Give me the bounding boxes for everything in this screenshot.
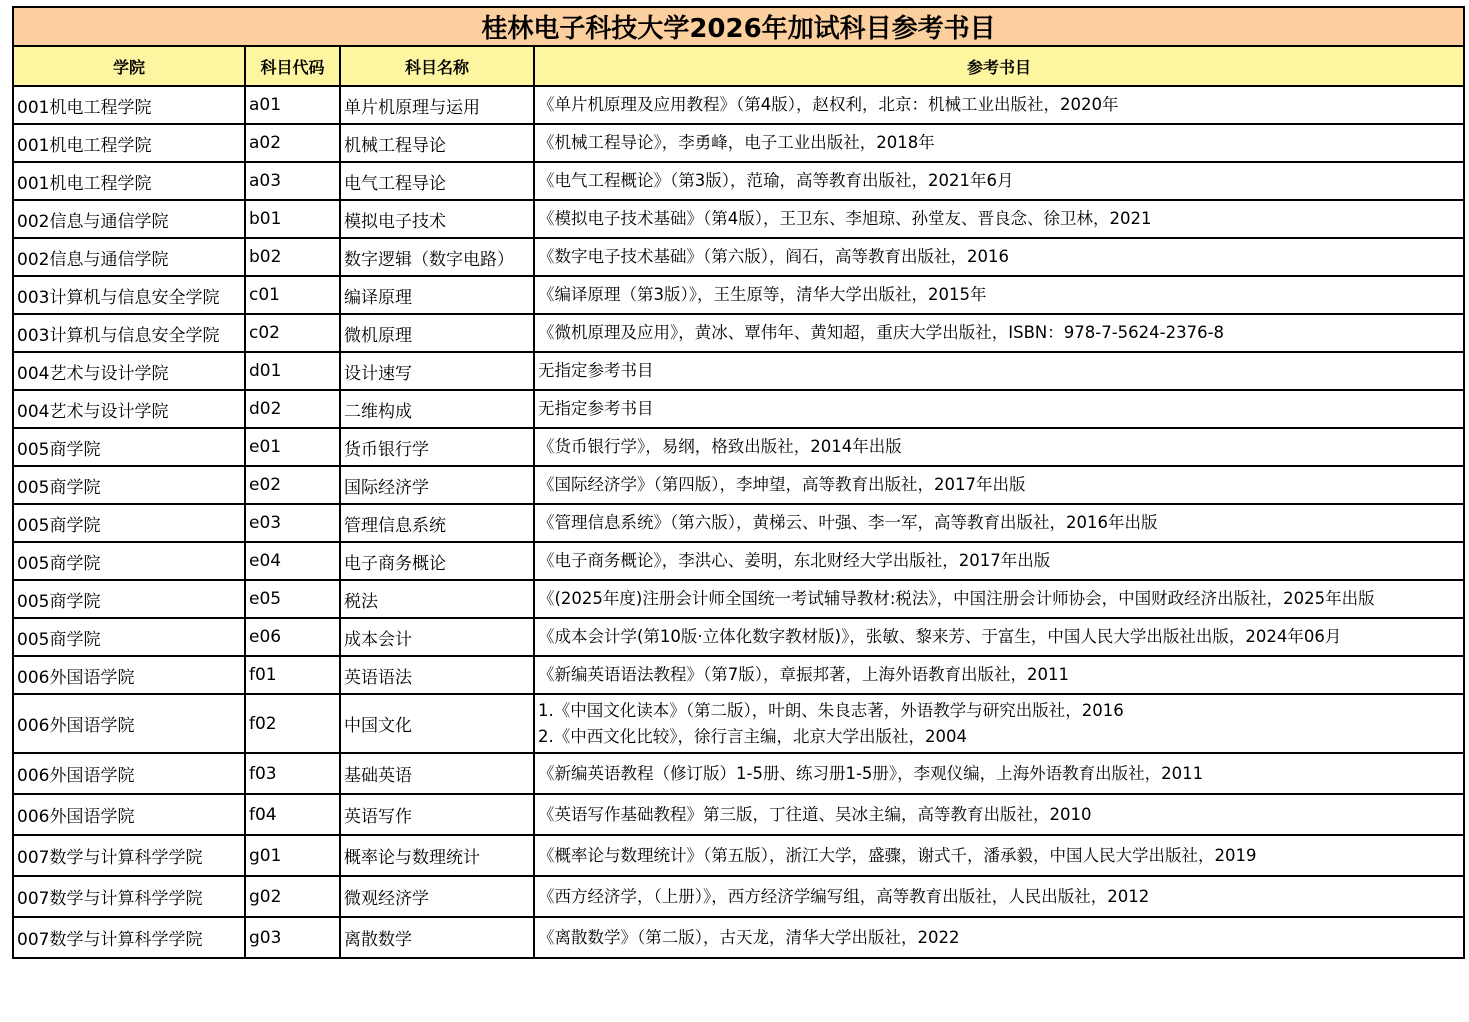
cell-reference-books[interactable] [534, 917, 1464, 958]
reference-book-line: 《管理信息系统》（第六版），黄梯云、叶强、李一军，高等教育出版社，2016年出版 [538, 513, 1158, 532]
reference-book-line: 《(2025年度)注册会计师全国统一考试辅导教材:税法》，中国注册会计师协会，中国财政经济出版社，2025年出版 [538, 589, 1375, 608]
cell-college[interactable]: 005商学院 [13, 504, 245, 542]
cell-subject-name[interactable]: 数字逻辑（数字电路） [340, 238, 534, 276]
reference-book-table [12, 6, 1465, 959]
cell-college[interactable]: 003计算机与信息安全学院 [13, 276, 245, 314]
reference-book-line: 《西方经济学，（上册）》，西方经济学编写组，高等教育出版社，人民出版社，2012 [538, 886, 1150, 906]
reference-book-line: 《微机原理及应用》，黄冰、覃伟年、黄知超，重庆大学出版社，ISBN：978-7-5624-2376-8 [538, 323, 1225, 342]
cell-subject-name[interactable]: 货币银行学 [340, 428, 534, 466]
cell-code[interactable]: e05 [245, 580, 340, 618]
cell-reference-books[interactable] [534, 162, 1464, 200]
reference-book-line: 《单片机原理及应用教程》（第4版），赵权利，北京：机械工业出版社，2020年 [538, 95, 1119, 114]
reference-book-line: 《模拟电子技术基础》（第4版），王卫东、李旭琼、孙堂友、晋良念、徐卫林，2021 [538, 209, 1152, 228]
table-row [13, 794, 1464, 835]
cell-college[interactable]: 007数学与计算科学学院 [13, 876, 245, 917]
table-row [13, 276, 1464, 314]
reference-book-line: 《编译原理（第3版）》，王生原等，清华大学出版社，2015年 [538, 285, 987, 304]
reference-book-line: 《货币银行学》，易纲，格致出版社，2014年出版 [538, 437, 902, 456]
cell-subject-name[interactable]: 二维构成 [340, 390, 534, 428]
cell-college[interactable]: 005商学院 [13, 542, 245, 580]
cell-subject-name[interactable]: 基础英语 [340, 753, 534, 794]
table-row [13, 835, 1464, 876]
table-row [13, 390, 1464, 428]
cell-code[interactable]: f02 [245, 694, 340, 753]
cell-college[interactable]: 007数学与计算科学学院 [13, 917, 245, 958]
table-row [13, 917, 1464, 958]
table-row [13, 542, 1464, 580]
header-college[interactable]: 学院 [13, 46, 245, 86]
cell-subject-name[interactable]: 成本会计 [340, 618, 534, 656]
reference-book-line: 1.《中国文化读本》（第二版），叶朗、朱良志著，外语教学与研究出版社，2016 [538, 700, 1124, 720]
table-row [13, 753, 1464, 794]
header-row [13, 46, 1464, 86]
table-row [13, 656, 1464, 694]
cell-reference-books[interactable] [534, 580, 1464, 618]
cell-college[interactable]: 006外国语学院 [13, 794, 245, 835]
table-row [13, 876, 1464, 917]
cell-reference-books[interactable] [534, 794, 1464, 835]
header-name[interactable]: 科目名称 [340, 46, 534, 86]
header-ref[interactable]: 参考书目 [534, 46, 1464, 86]
cell-subject-name[interactable]: 概率论与数理统计 [340, 835, 534, 876]
cell-code[interactable]: f03 [245, 753, 340, 794]
cell-reference-books[interactable] [534, 694, 1464, 753]
cell-subject-name[interactable]: 单片机原理与运用 [340, 86, 534, 124]
cell-code[interactable]: b01 [245, 200, 340, 238]
table-body [13, 86, 1464, 958]
reference-book-line: 《电气工程概论》（第3版），范瑜，高等教育出版社，2021年6月 [538, 171, 1014, 190]
cell-college[interactable]: 001机电工程学院 [13, 124, 245, 162]
table-row [13, 124, 1464, 162]
cell-subject-name[interactable]: 英语语法 [340, 656, 534, 694]
cell-reference-books[interactable] [534, 656, 1464, 694]
cell-code[interactable]: g02 [245, 876, 340, 917]
reference-book-line: 无指定参考书目 [538, 399, 654, 418]
cell-college[interactable]: 005商学院 [13, 428, 245, 466]
cell-college[interactable]: 002信息与通信学院 [13, 200, 245, 238]
cell-reference-books[interactable] [534, 200, 1464, 238]
cell-reference-books[interactable] [534, 876, 1464, 917]
table-row [13, 314, 1464, 352]
cell-subject-name[interactable]: 电气工程导论 [340, 162, 534, 200]
cell-code[interactable]: c02 [245, 314, 340, 352]
reference-book-line: 2.《中西文化比较》，徐行言主编，北京大学出版社，2004 [538, 726, 967, 746]
cell-reference-books[interactable] [534, 124, 1464, 162]
cell-college[interactable]: 005商学院 [13, 466, 245, 504]
spreadsheet [12, 6, 1463, 959]
table-row [13, 618, 1464, 656]
table-row [13, 352, 1464, 390]
cell-code[interactable]: d02 [245, 390, 340, 428]
cell-code[interactable]: b02 [245, 238, 340, 276]
cell-college[interactable]: 003计算机与信息安全学院 [13, 314, 245, 352]
cell-code[interactable]: f04 [245, 794, 340, 835]
cell-college[interactable]: 004艺术与设计学院 [13, 390, 245, 428]
cell-subject-name[interactable]: 微观经济学 [340, 876, 534, 917]
cell-reference-books[interactable] [534, 542, 1464, 580]
cell-reference-books[interactable] [534, 238, 1464, 276]
cell-code[interactable]: c01 [245, 276, 340, 314]
cell-college[interactable]: 004艺术与设计学院 [13, 352, 245, 390]
reference-book-line: 《新编英语语法教程》（第7版），章振邦著，上海外语教育出版社，2011 [538, 665, 1069, 684]
reference-book-line: 《概率论与数理统计》（第五版），浙江大学，盛骤，谢式千，潘承毅，中国人民大学出版社，2019 [538, 845, 1257, 865]
cell-subject-name[interactable]: 微机原理 [340, 314, 534, 352]
reference-book-line: 《电子商务概论》，李洪心、姜明，东北财经大学出版社，2017年出版 [538, 551, 1051, 570]
cell-college[interactable]: 002信息与通信学院 [13, 238, 245, 276]
cell-reference-books[interactable] [534, 835, 1464, 876]
cell-code[interactable]: a03 [245, 162, 340, 200]
cell-college[interactable]: 006外国语学院 [13, 753, 245, 794]
reference-book-line: 《新编英语教程（修订版）1-5册、练习册1-5册》，李观仪编，上海外语教育出版社，2011 [538, 763, 1204, 783]
cell-code[interactable]: f01 [245, 656, 340, 694]
cell-code[interactable]: g01 [245, 835, 340, 876]
cell-subject-name[interactable]: 离散数学 [340, 917, 534, 958]
cell-subject-name[interactable]: 设计速写 [340, 352, 534, 390]
cell-subject-name[interactable]: 编译原理 [340, 276, 534, 314]
cell-college[interactable]: 006外国语学院 [13, 656, 245, 694]
reference-book-line: 《英语写作基础教程》第三版，丁往道、吴冰主编，高等教育出版社，2010 [538, 804, 1092, 824]
cell-subject-name[interactable]: 模拟电子技术 [340, 200, 534, 238]
cell-subject-name[interactable]: 税法 [340, 580, 534, 618]
cell-college[interactable]: 001机电工程学院 [13, 162, 245, 200]
cell-subject-name[interactable]: 管理信息系统 [340, 504, 534, 542]
table-row [13, 694, 1464, 753]
cell-reference-books[interactable] [534, 428, 1464, 466]
cell-reference-books[interactable] [534, 276, 1464, 314]
cell-code[interactable]: e03 [245, 504, 340, 542]
cell-reference-books[interactable] [534, 314, 1464, 352]
cell-reference-books[interactable] [534, 352, 1464, 390]
cell-college[interactable]: 007数学与计算科学学院 [13, 835, 245, 876]
reference-book-line: 无指定参考书目 [538, 361, 654, 380]
cell-college[interactable]: 001机电工程学院 [13, 86, 245, 124]
table-row [13, 428, 1464, 466]
reference-book-line: 《数字电子技术基础》（第六版），阎石，高等教育出版社，2016 [538, 247, 1009, 266]
cell-college[interactable]: 005商学院 [13, 580, 245, 618]
cell-code[interactable]: e01 [245, 428, 340, 466]
cell-code[interactable]: g03 [245, 917, 340, 958]
cell-college[interactable]: 006外国语学院 [13, 694, 245, 753]
reference-book-line: 《离散数学》（第二版），古天龙，清华大学出版社，2022 [538, 927, 960, 947]
table-row [13, 162, 1464, 200]
header-code[interactable]: 科目代码 [245, 46, 340, 86]
table-row [13, 200, 1464, 238]
table-row [13, 504, 1464, 542]
cell-reference-books[interactable] [534, 466, 1464, 504]
cell-reference-books[interactable] [534, 618, 1464, 656]
cell-reference-books[interactable] [534, 86, 1464, 124]
cell-code[interactable]: d01 [245, 352, 340, 390]
cell-subject-name[interactable]: 国际经济学 [340, 466, 534, 504]
cell-reference-books[interactable] [534, 753, 1464, 794]
cell-subject-name[interactable]: 电子商务概论 [340, 542, 534, 580]
table-row [13, 86, 1464, 124]
cell-college[interactable]: 005商学院 [13, 618, 245, 656]
cell-reference-books[interactable] [534, 504, 1464, 542]
cell-code[interactable]: e06 [245, 618, 340, 656]
cell-subject-name[interactable]: 机械工程导论 [340, 124, 534, 162]
reference-book-line: 《成本会计学(第10版·立体化数字教材版)》，张敏、黎来芳、于富生，中国人民大学出版社出版，2024年06月 [538, 627, 1342, 646]
cell-code[interactable]: a02 [245, 124, 340, 162]
table-title: 桂林电子科技大学2026年加试科目参考书目 [13, 7, 1464, 46]
table-row [13, 466, 1464, 504]
cell-code[interactable]: e04 [245, 542, 340, 580]
cell-subject-name[interactable]: 中国文化 [340, 694, 534, 753]
table-row [13, 238, 1464, 276]
reference-book-line: 《机械工程导论》，李勇峰，电子工业出版社，2018年 [538, 133, 935, 152]
table-row [13, 580, 1464, 618]
cell-code[interactable]: e02 [245, 466, 340, 504]
cell-reference-books[interactable] [534, 390, 1464, 428]
reference-book-line: 《国际经济学》（第四版），李坤望，高等教育出版社，2017年出版 [538, 475, 1026, 494]
cell-code[interactable]: a01 [245, 86, 340, 124]
cell-subject-name[interactable]: 英语写作 [340, 794, 534, 835]
